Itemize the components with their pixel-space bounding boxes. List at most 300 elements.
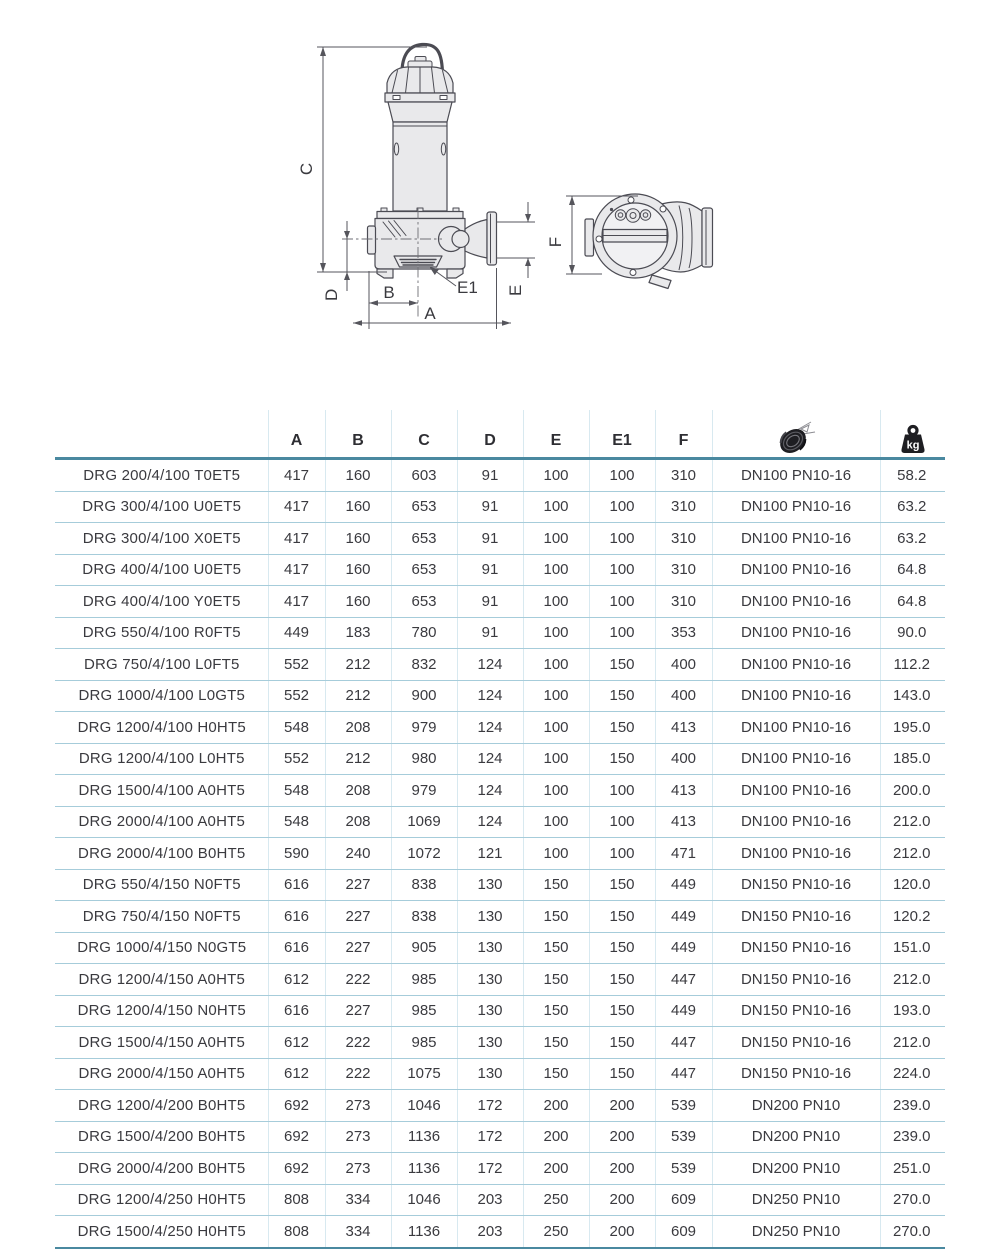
cell-dim-c: 832 xyxy=(391,649,457,681)
cell-dim-e1: 150 xyxy=(589,869,655,901)
cell-model: DRG 1200/4/150 A0HT5 xyxy=(55,964,268,996)
cell-dim-c: 1136 xyxy=(391,1153,457,1185)
table-row xyxy=(55,1090,945,1122)
cell-dim-e: 100 xyxy=(523,712,589,744)
cell-dim-d: 124 xyxy=(457,649,523,681)
cell-dim-c: 905 xyxy=(391,932,457,964)
cell-dim-e1: 200 xyxy=(589,1216,655,1248)
cell-flange: DN100 PN10-16 xyxy=(712,554,880,586)
table-row xyxy=(55,838,945,870)
table-row xyxy=(55,1058,945,1090)
table-row xyxy=(55,1153,945,1185)
cell-dim-c: 653 xyxy=(391,491,457,523)
pump-dimension-drawing xyxy=(290,25,760,335)
cell-dim-f: 400 xyxy=(655,649,712,681)
cell-dim-f: 353 xyxy=(655,617,712,649)
cell-dim-e: 100 xyxy=(523,649,589,681)
table-row xyxy=(55,586,945,618)
cell-model: DRG 2000/4/100 A0HT5 xyxy=(55,806,268,838)
cell-weight: 195.0 xyxy=(880,712,945,744)
header-flange-column xyxy=(712,410,880,459)
cell-dim-c: 1075 xyxy=(391,1058,457,1090)
table-row xyxy=(55,649,945,681)
table-row xyxy=(55,964,945,996)
discharge-flange-front xyxy=(487,212,497,265)
cell-model: DRG 1200/4/100 H0HT5 xyxy=(55,712,268,744)
header-dim-B: B xyxy=(325,410,391,459)
cell-dim-e: 100 xyxy=(523,586,589,618)
cell-dim-a: 552 xyxy=(268,649,325,681)
cell-dim-c: 979 xyxy=(391,712,457,744)
pump-bottom-view xyxy=(546,194,713,289)
cell-dim-d: 121 xyxy=(457,838,523,870)
cell-dim-a: 417 xyxy=(268,459,325,492)
spec-table-body xyxy=(55,459,945,1248)
cell-dim-c: 979 xyxy=(391,775,457,807)
cell-weight: 251.0 xyxy=(880,1153,945,1185)
cell-dim-c: 838 xyxy=(391,869,457,901)
pump-drawing-svg xyxy=(290,25,760,335)
cell-weight: 270.0 xyxy=(880,1216,945,1248)
cell-flange: DN100 PN10-16 xyxy=(712,586,880,618)
svg-text:kg: kg xyxy=(906,439,920,452)
cell-weight: 212.0 xyxy=(880,964,945,996)
cell-dim-a: 417 xyxy=(268,491,325,523)
header-model-column xyxy=(55,410,268,459)
cell-dim-e: 150 xyxy=(523,932,589,964)
cell-dim-e: 100 xyxy=(523,806,589,838)
cell-dim-e: 150 xyxy=(523,901,589,933)
table-row xyxy=(55,775,945,807)
header-dim-C: C xyxy=(391,410,457,459)
cell-dim-b: 227 xyxy=(325,901,391,933)
cell-dim-e: 100 xyxy=(523,491,589,523)
cell-dim-f: 449 xyxy=(655,869,712,901)
cell-flange: DN150 PN10-16 xyxy=(712,1058,880,1090)
cell-dim-b: 160 xyxy=(325,554,391,586)
cell-dim-f: 471 xyxy=(655,838,712,870)
cell-model: DRG 1200/4/100 L0HT5 xyxy=(55,743,268,775)
table-row xyxy=(55,932,945,964)
cell-flange: DN250 PN10 xyxy=(712,1216,880,1248)
cell-dim-e1: 150 xyxy=(589,995,655,1027)
cell-dim-f: 447 xyxy=(655,1058,712,1090)
cell-dim-d: 203 xyxy=(457,1184,523,1216)
cell-dim-e: 100 xyxy=(523,617,589,649)
cell-dim-e1: 100 xyxy=(589,491,655,523)
cell-dim-f: 609 xyxy=(655,1184,712,1216)
cell-weight: 212.0 xyxy=(880,838,945,870)
cell-dim-b: 222 xyxy=(325,1058,391,1090)
cell-dim-a: 548 xyxy=(268,775,325,807)
cell-dim-c: 653 xyxy=(391,586,457,618)
cell-dim-f: 413 xyxy=(655,712,712,744)
cell-model: DRG 2000/4/100 B0HT5 xyxy=(55,838,268,870)
cell-dim-d: 124 xyxy=(457,743,523,775)
cell-weight: 151.0 xyxy=(880,932,945,964)
cell-dim-f: 413 xyxy=(655,775,712,807)
cell-model: DRG 1500/4/150 A0HT5 xyxy=(55,1027,268,1059)
cell-dim-a: 808 xyxy=(268,1216,325,1248)
cell-dim-f: 310 xyxy=(655,523,712,555)
cell-dim-e: 100 xyxy=(523,775,589,807)
table-row xyxy=(55,554,945,586)
table-row xyxy=(55,901,945,933)
cell-weight: 212.0 xyxy=(880,1027,945,1059)
cell-dim-b: 208 xyxy=(325,806,391,838)
cell-dim-c: 1069 xyxy=(391,806,457,838)
cell-dim-e1: 100 xyxy=(589,523,655,555)
cell-dim-d: 124 xyxy=(457,806,523,838)
table-row xyxy=(55,712,945,744)
cell-dim-b: 227 xyxy=(325,869,391,901)
motor-body xyxy=(393,122,447,211)
cell-dim-f: 539 xyxy=(655,1121,712,1153)
cell-dim-a: 552 xyxy=(268,680,325,712)
cell-flange: DN100 PN10-16 xyxy=(712,775,880,807)
cell-weight: 120.2 xyxy=(880,901,945,933)
cell-dim-f: 310 xyxy=(655,491,712,523)
cell-model: DRG 400/4/100 Y0ET5 xyxy=(55,586,268,618)
table-row xyxy=(55,1184,945,1216)
cell-model: DRG 200/4/100 T0ET5 xyxy=(55,459,268,492)
cell-flange: DN150 PN10-16 xyxy=(712,964,880,996)
cell-dim-a: 417 xyxy=(268,586,325,618)
cell-dim-b: 273 xyxy=(325,1153,391,1185)
cell-dim-f: 310 xyxy=(655,586,712,618)
cell-dim-f: 400 xyxy=(655,743,712,775)
dim-label-C: C xyxy=(297,162,316,176)
cell-weight: 90.0 xyxy=(880,617,945,649)
cell-dim-d: 91 xyxy=(457,459,523,492)
cell-dim-a: 590 xyxy=(268,838,325,870)
cell-model: DRG 1500/4/200 B0HT5 xyxy=(55,1121,268,1153)
cell-dim-e1: 100 xyxy=(589,459,655,492)
cell-flange: DN100 PN10-16 xyxy=(712,838,880,870)
weight-kg-icon xyxy=(898,424,928,456)
cell-dim-a: 612 xyxy=(268,1058,325,1090)
cell-dim-d: 91 xyxy=(457,586,523,618)
cell-dim-b: 208 xyxy=(325,712,391,744)
cell-dim-b: 183 xyxy=(325,617,391,649)
cell-dim-e: 100 xyxy=(523,523,589,555)
cell-weight: 185.0 xyxy=(880,743,945,775)
table-row xyxy=(55,680,945,712)
table-row xyxy=(55,459,945,492)
cell-dim-a: 449 xyxy=(268,617,325,649)
cell-dim-c: 1072 xyxy=(391,838,457,870)
cell-weight: 239.0 xyxy=(880,1090,945,1122)
cell-flange: DN150 PN10-16 xyxy=(712,1027,880,1059)
dim-label-E1: E1 xyxy=(457,278,478,297)
cell-dim-a: 548 xyxy=(268,806,325,838)
cell-dim-a: 692 xyxy=(268,1090,325,1122)
cell-dim-a: 808 xyxy=(268,1184,325,1216)
cell-dim-a: 548 xyxy=(268,712,325,744)
cell-dim-c: 980 xyxy=(391,743,457,775)
cell-model: DRG 1000/4/100 L0GT5 xyxy=(55,680,268,712)
cell-dim-a: 616 xyxy=(268,995,325,1027)
cell-dim-c: 985 xyxy=(391,964,457,996)
cell-dim-f: 413 xyxy=(655,806,712,838)
cell-dim-e: 100 xyxy=(523,554,589,586)
cell-dim-e: 150 xyxy=(523,869,589,901)
cell-dim-e1: 150 xyxy=(589,932,655,964)
cell-dim-d: 91 xyxy=(457,491,523,523)
table-row xyxy=(55,491,945,523)
cell-dim-b: 273 xyxy=(325,1090,391,1122)
cell-dim-e: 250 xyxy=(523,1184,589,1216)
cell-dim-e1: 200 xyxy=(589,1090,655,1122)
cell-flange: DN150 PN10-16 xyxy=(712,901,880,933)
cell-dim-d: 124 xyxy=(457,775,523,807)
cell-weight: 58.2 xyxy=(880,459,945,492)
cell-dim-c: 985 xyxy=(391,1027,457,1059)
table-row xyxy=(55,806,945,838)
cell-dim-a: 612 xyxy=(268,964,325,996)
dim-label-E: E xyxy=(506,284,525,296)
header-weight-column xyxy=(880,410,945,459)
cell-dim-e1: 100 xyxy=(589,586,655,618)
cell-dim-d: 130 xyxy=(457,869,523,901)
cell-dim-e1: 150 xyxy=(589,743,655,775)
cell-flange: DN100 PN10-16 xyxy=(712,712,880,744)
cell-model: DRG 300/4/100 U0ET5 xyxy=(55,491,268,523)
cell-dim-b: 334 xyxy=(325,1216,391,1248)
cell-model: DRG 1500/4/100 A0HT5 xyxy=(55,775,268,807)
table-row xyxy=(55,523,945,555)
cell-dim-c: 653 xyxy=(391,554,457,586)
cell-model: DRG 1200/4/200 B0HT5 xyxy=(55,1090,268,1122)
cell-flange: DN100 PN10-16 xyxy=(712,806,880,838)
cell-dim-d: 130 xyxy=(457,1058,523,1090)
cell-dim-e1: 150 xyxy=(589,901,655,933)
cell-model: DRG 1500/4/250 H0HT5 xyxy=(55,1216,268,1248)
cell-flange: DN100 PN10-16 xyxy=(712,459,880,492)
cell-dim-b: 160 xyxy=(325,523,391,555)
cell-dim-b: 334 xyxy=(325,1184,391,1216)
cell-dim-b: 160 xyxy=(325,586,391,618)
cell-dim-d: 130 xyxy=(457,932,523,964)
cell-dim-e: 250 xyxy=(523,1216,589,1248)
cell-dim-f: 310 xyxy=(655,459,712,492)
cell-flange: DN150 PN10-16 xyxy=(712,995,880,1027)
cell-dim-e: 100 xyxy=(523,680,589,712)
flange-icon xyxy=(773,420,819,456)
header-dim-D: D xyxy=(457,410,523,459)
cell-dim-c: 1046 xyxy=(391,1090,457,1122)
discharge-flange-bottom-view xyxy=(702,208,713,267)
cell-dim-b: 212 xyxy=(325,680,391,712)
cell-dim-f: 447 xyxy=(655,964,712,996)
cell-dim-e: 150 xyxy=(523,995,589,1027)
cell-dim-b: 222 xyxy=(325,1027,391,1059)
cell-dim-c: 985 xyxy=(391,995,457,1027)
cell-dim-d: 130 xyxy=(457,901,523,933)
cell-dim-e: 150 xyxy=(523,1027,589,1059)
cell-flange: DN100 PN10-16 xyxy=(712,743,880,775)
cell-weight: 239.0 xyxy=(880,1121,945,1153)
cell-dim-f: 310 xyxy=(655,554,712,586)
cell-dim-d: 172 xyxy=(457,1121,523,1153)
cell-model: DRG 1200/4/250 H0HT5 xyxy=(55,1184,268,1216)
cell-dim-d: 91 xyxy=(457,523,523,555)
cell-dim-e: 200 xyxy=(523,1090,589,1122)
cell-dim-b: 160 xyxy=(325,491,391,523)
cell-dim-f: 539 xyxy=(655,1090,712,1122)
spec-table-header xyxy=(55,410,945,459)
cell-flange: DN100 PN10-16 xyxy=(712,617,880,649)
cell-model: DRG 300/4/100 X0ET5 xyxy=(55,523,268,555)
cell-flange: DN150 PN10-16 xyxy=(712,932,880,964)
cell-dim-d: 130 xyxy=(457,964,523,996)
cell-dim-d: 203 xyxy=(457,1216,523,1248)
header-dim-A: A xyxy=(268,410,325,459)
cell-dim-f: 449 xyxy=(655,932,712,964)
cell-weight: 63.2 xyxy=(880,491,945,523)
cell-dim-c: 1046 xyxy=(391,1184,457,1216)
cell-dim-e1: 150 xyxy=(589,1058,655,1090)
cell-dim-b: 212 xyxy=(325,649,391,681)
cell-weight: 120.0 xyxy=(880,869,945,901)
cell-dim-b: 208 xyxy=(325,775,391,807)
cell-dim-a: 616 xyxy=(268,869,325,901)
cell-dim-d: 172 xyxy=(457,1090,523,1122)
cell-flange: DN100 PN10-16 xyxy=(712,680,880,712)
cell-dim-e1: 150 xyxy=(589,964,655,996)
cell-dim-d: 172 xyxy=(457,1153,523,1185)
cell-dim-d: 130 xyxy=(457,1027,523,1059)
cell-dim-b: 227 xyxy=(325,995,391,1027)
cell-dim-e1: 100 xyxy=(589,617,655,649)
dim-label-F: F xyxy=(546,236,565,248)
cell-dim-b: 212 xyxy=(325,743,391,775)
header-dim-E: E xyxy=(523,410,589,459)
cell-dim-e1: 150 xyxy=(589,649,655,681)
cell-dim-e1: 100 xyxy=(589,806,655,838)
cell-dim-a: 417 xyxy=(268,523,325,555)
table-row xyxy=(55,995,945,1027)
cell-flange: DN200 PN10 xyxy=(712,1121,880,1153)
cell-dim-a: 692 xyxy=(268,1121,325,1153)
cell-weight: 112.2 xyxy=(880,649,945,681)
cell-dim-f: 447 xyxy=(655,1027,712,1059)
cell-model: DRG 550/4/100 R0FT5 xyxy=(55,617,268,649)
cell-weight: 64.8 xyxy=(880,586,945,618)
cell-dim-e1: 100 xyxy=(589,554,655,586)
cell-dim-e1: 150 xyxy=(589,680,655,712)
cell-weight: 64.8 xyxy=(880,554,945,586)
cell-model: DRG 2000/4/150 A0HT5 xyxy=(55,1058,268,1090)
cell-dim-e1: 100 xyxy=(589,838,655,870)
cell-weight: 63.2 xyxy=(880,523,945,555)
cell-dim-e: 200 xyxy=(523,1153,589,1185)
cell-dim-f: 609 xyxy=(655,1216,712,1248)
dim-label-A: A xyxy=(424,304,436,323)
cell-model: DRG 550/4/150 N0FT5 xyxy=(55,869,268,901)
cell-dim-d: 130 xyxy=(457,995,523,1027)
cell-flange: DN200 PN10 xyxy=(712,1153,880,1185)
cell-dim-d: 124 xyxy=(457,712,523,744)
cell-dim-c: 780 xyxy=(391,617,457,649)
cell-dim-d: 124 xyxy=(457,680,523,712)
cell-dim-b: 227 xyxy=(325,932,391,964)
cell-dim-c: 900 xyxy=(391,680,457,712)
cell-dim-f: 539 xyxy=(655,1153,712,1185)
cell-dim-e: 150 xyxy=(523,964,589,996)
cell-flange: DN200 PN10 xyxy=(712,1090,880,1122)
cell-flange: DN150 PN10-16 xyxy=(712,869,880,901)
cell-weight: 270.0 xyxy=(880,1184,945,1216)
cell-weight: 193.0 xyxy=(880,995,945,1027)
cell-dim-f: 449 xyxy=(655,995,712,1027)
dimension-spec-table xyxy=(55,410,945,1249)
cell-dim-a: 612 xyxy=(268,1027,325,1059)
cell-dim-d: 91 xyxy=(457,554,523,586)
cell-weight: 143.0 xyxy=(880,680,945,712)
cell-dim-c: 653 xyxy=(391,523,457,555)
cell-dim-e: 100 xyxy=(523,459,589,492)
cell-dim-b: 273 xyxy=(325,1121,391,1153)
cell-dim-c: 1136 xyxy=(391,1121,457,1153)
cell-weight: 212.0 xyxy=(880,806,945,838)
dim-label-B: B xyxy=(383,283,395,302)
cell-dim-b: 240 xyxy=(325,838,391,870)
cell-dim-a: 692 xyxy=(268,1153,325,1185)
table-row xyxy=(55,1216,945,1248)
cell-dim-c: 838 xyxy=(391,901,457,933)
cell-dim-a: 552 xyxy=(268,743,325,775)
table-row xyxy=(55,1027,945,1059)
table-row xyxy=(55,869,945,901)
cell-dim-e1: 150 xyxy=(589,1027,655,1059)
cell-dim-e1: 200 xyxy=(589,1121,655,1153)
cell-model: DRG 750/4/100 L0FT5 xyxy=(55,649,268,681)
cell-flange: DN100 PN10-16 xyxy=(712,649,880,681)
cell-dim-b: 222 xyxy=(325,964,391,996)
dim-label-D: D xyxy=(322,288,341,301)
cell-dim-e: 100 xyxy=(523,743,589,775)
cell-weight: 200.0 xyxy=(880,775,945,807)
pump-front-view xyxy=(368,44,497,278)
cell-dim-c: 1136 xyxy=(391,1216,457,1248)
cell-model: DRG 1000/4/150 N0GT5 xyxy=(55,932,268,964)
cell-model: DRG 750/4/150 N0FT5 xyxy=(55,901,268,933)
cell-dim-e: 150 xyxy=(523,1058,589,1090)
table-row xyxy=(55,743,945,775)
cell-dim-e1: 200 xyxy=(589,1153,655,1185)
cell-dim-e1: 150 xyxy=(589,712,655,744)
cell-dim-e1: 100 xyxy=(589,775,655,807)
cell-model: DRG 1200/4/150 N0HT5 xyxy=(55,995,268,1027)
header-dim-E1: E1 xyxy=(589,410,655,459)
cell-dim-d: 91 xyxy=(457,617,523,649)
cell-flange: DN100 PN10-16 xyxy=(712,523,880,555)
table-row xyxy=(55,617,945,649)
cell-dim-a: 616 xyxy=(268,901,325,933)
cell-model: DRG 400/4/100 U0ET5 xyxy=(55,554,268,586)
cell-weight: 224.0 xyxy=(880,1058,945,1090)
header-dim-F: F xyxy=(655,410,712,459)
cell-dim-f: 449 xyxy=(655,901,712,933)
cell-flange: DN250 PN10 xyxy=(712,1184,880,1216)
cell-dim-c: 603 xyxy=(391,459,457,492)
cell-dim-f: 400 xyxy=(655,680,712,712)
cell-dim-e: 200 xyxy=(523,1121,589,1153)
cell-dim-b: 160 xyxy=(325,459,391,492)
cell-model: DRG 2000/4/200 B0HT5 xyxy=(55,1153,268,1185)
cell-dim-e1: 200 xyxy=(589,1184,655,1216)
